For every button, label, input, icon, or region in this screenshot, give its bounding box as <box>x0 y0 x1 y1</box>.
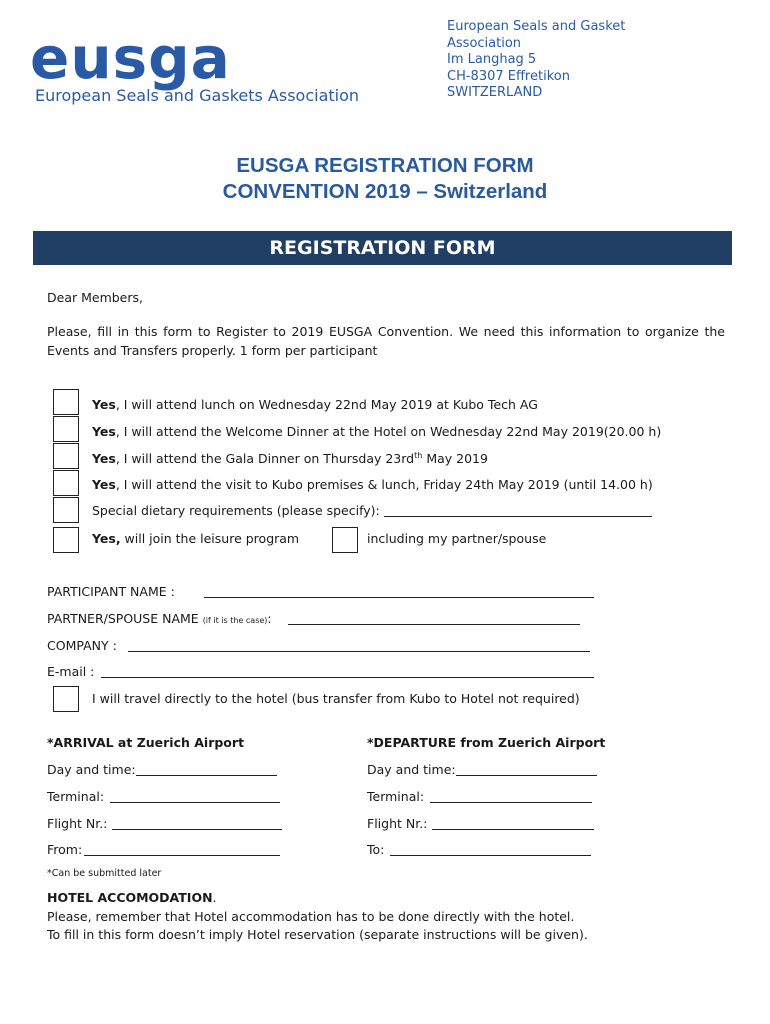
arrival-terminal-input[interactable] <box>110 802 280 803</box>
departure-terminal-input[interactable] <box>430 802 592 803</box>
departure-flight-label: Flight Nr.: <box>367 816 428 831</box>
option-lunch: Yes, I will attend lunch on Wednesday 22nd May 2019 at Kubo Tech AG <box>92 397 538 412</box>
gala-dinner-checkbox[interactable] <box>53 443 79 469</box>
form-title: EUSGA REGISTRATION FORM <box>236 154 534 177</box>
dietary-checkbox[interactable] <box>53 497 79 523</box>
hotel-direct-label: I will travel directly to the hotel (bus transfer from Kubo to Hotel not required) <box>92 691 580 706</box>
company-label: COMPANY : <box>47 638 117 653</box>
lunch-checkbox[interactable] <box>53 389 79 415</box>
logo-subtitle: European Seals and Gaskets Association <box>35 86 360 105</box>
arrival-day-input[interactable] <box>136 775 277 776</box>
arrival-heading: *ARRIVAL at Zuerich Airport <box>47 735 245 750</box>
kubo-visit-checkbox[interactable] <box>53 470 79 496</box>
leisure-checkbox[interactable] <box>53 527 79 553</box>
footnote: *Can be submitted later <box>47 868 162 879</box>
option-leisure: Yes, will join the leisure program <box>92 531 300 546</box>
address-line: Association <box>447 35 522 51</box>
address-line: CH-8307 Effretikon <box>447 68 570 84</box>
greeting: Dear Members, <box>47 290 143 305</box>
hotel-heading: HOTEL ACCOMODATION. <box>47 890 217 905</box>
intro-paragraph: Please, fill in this form to Register to 2019 EUSGA Convention. We need this information to organize the Events and Transfers properly. 1 form per participant <box>47 324 725 358</box>
arrival-terminal-label: Terminal: <box>47 789 105 804</box>
welcome-dinner-checkbox[interactable] <box>53 416 79 442</box>
departure-heading: *DEPARTURE from Zuerich Airport <box>367 735 606 750</box>
departure-terminal-label: Terminal: <box>367 789 425 804</box>
hotel-note-2: To fill in this form doesn’t imply Hotel reservation (separate instructions will be given). <box>47 927 588 942</box>
email-input[interactable] <box>101 677 594 678</box>
form-subtitle: CONVENTION 2019 – Switzerland <box>222 180 548 203</box>
option-welcome-dinner: Yes, I will attend the Welcome Dinner at the Hotel on Wednesday 22nd May 2019(20.00 h) <box>92 424 662 439</box>
departure-to-label: To: <box>367 842 385 857</box>
departure-to-input[interactable] <box>390 855 591 856</box>
partner-name-input[interactable] <box>288 624 580 625</box>
section-banner: REGISTRATION FORM <box>33 231 732 265</box>
address-line: SWITZERLAND <box>447 85 543 100</box>
option-kubo-visit: Yes, I will attend the visit to Kubo premises & lunch, Friday 24th May 2019 (until 14.00 h) <box>92 477 653 492</box>
arrival-from-label: From: <box>47 842 83 857</box>
arrival-day-label: Day and time: <box>47 762 136 777</box>
address-line: European Seals and Gasket <box>447 19 626 34</box>
arrival-from-input[interactable] <box>84 855 280 856</box>
option-dietary: Special dietary requirements (please specify): <box>92 503 380 518</box>
departure-day-input[interactable] <box>456 775 597 776</box>
partner-name-label: PARTNER/SPOUSE NAME (if it is the case): <box>47 611 272 626</box>
hotel-direct-checkbox[interactable] <box>53 686 79 712</box>
arrival-flight-input[interactable] <box>112 829 282 830</box>
logo: eusga <box>30 24 231 92</box>
email-label: E-mail : <box>47 664 95 679</box>
arrival-flight-label: Flight Nr.: <box>47 816 108 831</box>
participant-name-input[interactable] <box>204 597 594 598</box>
departure-flight-input[interactable] <box>432 829 594 830</box>
option-gala-dinner: Yes, I will attend the Gala Dinner on Thursday $23rd^{th}$ May 2019 <box>92 451 488 467</box>
partner-checkbox[interactable] <box>332 527 358 553</box>
address-line: Im Langhag 5 <box>447 52 537 67</box>
dietary-input-line[interactable] <box>384 516 652 517</box>
hotel-note-1: Please, remember that Hotel accommodation has to be done directly with the hotel. <box>47 909 575 924</box>
participant-name-label: PARTICIPANT NAME : <box>47 584 175 599</box>
option-partner: including my partner/spouse <box>367 531 547 546</box>
address-block <box>447 19 625 102</box>
departure-day-label: Day and time: <box>367 762 456 777</box>
company-input[interactable] <box>128 651 590 652</box>
